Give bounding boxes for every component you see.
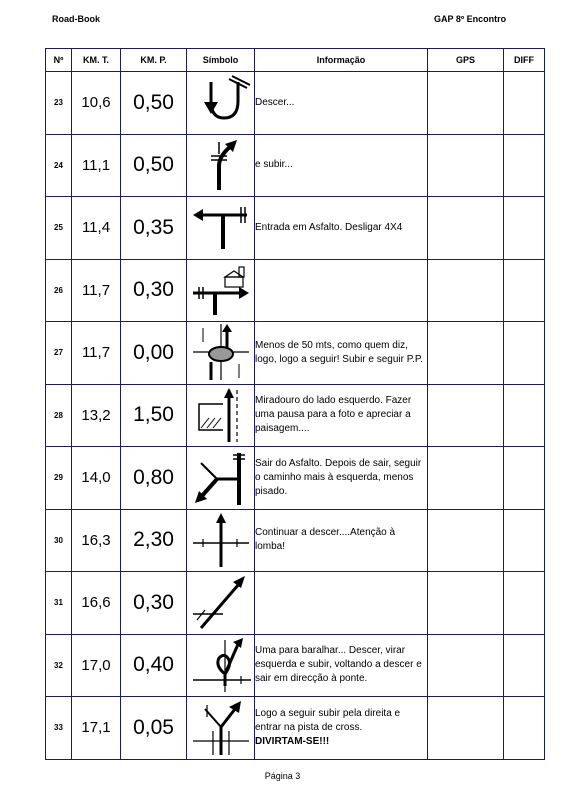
km-partial: 1,50 [121, 384, 187, 447]
roundabout-icon [189, 324, 253, 382]
diff-cell [504, 134, 545, 197]
symbol-cell [187, 697, 255, 760]
info-cell [255, 634, 428, 697]
km-partial: 2,30 [121, 509, 187, 572]
table-header-row [46, 49, 545, 72]
diff-cell [504, 259, 545, 322]
col-header-km-total: KM. T. [72, 49, 121, 72]
table-row [46, 72, 545, 135]
gps-cell [428, 72, 504, 135]
col-header-km-partial: KM. P. [121, 49, 187, 72]
km-partial: 0,50 [121, 72, 187, 135]
t-junction-left-icon [189, 199, 253, 257]
table-row [46, 509, 545, 572]
km-total: 11,4 [72, 197, 121, 260]
km-partial: 0,50 [121, 134, 187, 197]
symbol-cell [187, 197, 255, 260]
diff-cell [504, 384, 545, 447]
info-text: Logo a seguir subir pela direita e entrar na pista de cross. [255, 707, 401, 733]
info-text: e subir... [255, 159, 293, 171]
symbol-cell [187, 72, 255, 135]
diff-cell [504, 322, 545, 385]
symbol-cell [187, 134, 255, 197]
symbol-cell [187, 572, 255, 635]
symbol-cell [187, 384, 255, 447]
km-partial: 0,30 [121, 259, 187, 322]
viewpoint-left-icon [189, 386, 253, 444]
info-cell [255, 572, 428, 635]
info-cell [255, 447, 428, 510]
row-number: 25 [46, 197, 72, 260]
table-row [46, 259, 545, 322]
u-turn-left-icon [189, 74, 253, 132]
table-row [46, 572, 545, 635]
gps-cell [428, 322, 504, 385]
table-row [46, 447, 545, 510]
km-total: 16,6 [72, 572, 121, 635]
gps-cell [428, 134, 504, 197]
symbol-cell [187, 322, 255, 385]
row-number: 26 [46, 259, 72, 322]
symbol-cell [187, 447, 255, 510]
info-cell [255, 384, 428, 447]
info-text: Continuar a descer....Atenção à lomba! [255, 527, 396, 553]
km-total: 11,1 [72, 134, 121, 197]
info-cell [255, 72, 428, 135]
gps-cell [428, 509, 504, 572]
info-text: Miradouro do lado esquerdo. Fazer uma pausa para a foto e apreciar a paisagem.... [255, 395, 412, 435]
info-cell [255, 697, 428, 760]
info-cell [255, 197, 428, 260]
row-number: 29 [46, 447, 72, 510]
row-number: 24 [46, 134, 72, 197]
info-text: Descer... [255, 96, 295, 108]
fork-right-bridge-icon [189, 699, 253, 757]
event-title: GAP 8º Encontro [434, 14, 507, 24]
table-row [46, 322, 545, 385]
row-number: 31 [46, 572, 72, 635]
diff-cell [504, 509, 545, 572]
col-header-symbol: Símbolo [187, 49, 255, 72]
info-cell [255, 509, 428, 572]
gps-cell [428, 634, 504, 697]
gps-cell [428, 572, 504, 635]
km-total: 16,3 [72, 509, 121, 572]
col-header-gps: GPS [428, 49, 504, 72]
col-header-number: Nº [46, 49, 72, 72]
info-text: Sair do Asfalto. Depois de sair, seguir o caminho mais à esquerda, menos pisado. [255, 457, 422, 497]
row-number: 32 [46, 634, 72, 697]
table-row [46, 197, 545, 260]
km-partial: 0,40 [121, 634, 187, 697]
diff-cell [504, 197, 545, 260]
km-partial: 0,00 [121, 322, 187, 385]
km-total: 10,6 [72, 72, 121, 135]
symbol-cell [187, 509, 255, 572]
col-header-diff: DIFF [504, 49, 545, 72]
diff-cell [504, 697, 545, 760]
table-row [46, 134, 545, 197]
km-total: 11,7 [72, 322, 121, 385]
row-number: 23 [46, 72, 72, 135]
roadbook-table [45, 48, 545, 760]
page-number: Página 3 [264, 771, 301, 781]
km-total: 17,0 [72, 634, 121, 697]
symbol-cell [187, 259, 255, 322]
info-cell [255, 322, 428, 385]
fork-left-icon [189, 449, 253, 507]
gps-cell [428, 384, 504, 447]
km-partial: 0,05 [121, 697, 187, 760]
km-partial: 0,35 [121, 197, 187, 260]
diff-cell [504, 572, 545, 635]
col-header-info: Informação [255, 49, 428, 72]
diff-cell [504, 634, 545, 697]
info-cell [255, 259, 428, 322]
loop-turn-icon [189, 636, 253, 694]
gps-cell [428, 197, 504, 260]
bear-right-diagonal-icon [189, 574, 253, 632]
km-total: 13,2 [72, 384, 121, 447]
table-row [46, 634, 545, 697]
gps-cell [428, 697, 504, 760]
t-junction-right-church-icon [189, 261, 253, 319]
table-row [46, 384, 545, 447]
info-text: Uma para baralhar... Descer, virar esquerda e subir, voltando a descer e sair em direcção à ponte. [255, 645, 422, 685]
km-partial: 0,80 [121, 447, 187, 510]
km-total: 11,7 [72, 259, 121, 322]
row-number: 27 [46, 322, 72, 385]
doc-title: Road-Book [52, 14, 100, 24]
info-text: Entrada em Asfalto. Desligar 4X4 [255, 221, 403, 233]
km-total: 17,1 [72, 697, 121, 760]
row-number: 30 [46, 509, 72, 572]
symbol-cell [187, 634, 255, 697]
info-emphasis: DIVIRTAM-SE!!! [255, 735, 330, 747]
km-total: 14,0 [72, 447, 121, 510]
row-number: 28 [46, 384, 72, 447]
diff-cell [504, 447, 545, 510]
km-partial: 0,30 [121, 572, 187, 635]
bear-right-icon [189, 136, 253, 194]
diff-cell [504, 72, 545, 135]
gps-cell [428, 447, 504, 510]
crossroad-straight-icon [189, 511, 253, 569]
gps-cell [428, 259, 504, 322]
row-number: 33 [46, 697, 72, 760]
table-row [46, 697, 545, 760]
info-cell [255, 134, 428, 197]
info-text: Menos de 50 mts, como quem diz, logo, logo a seguir! Subir e seguir P.P. [255, 339, 424, 365]
